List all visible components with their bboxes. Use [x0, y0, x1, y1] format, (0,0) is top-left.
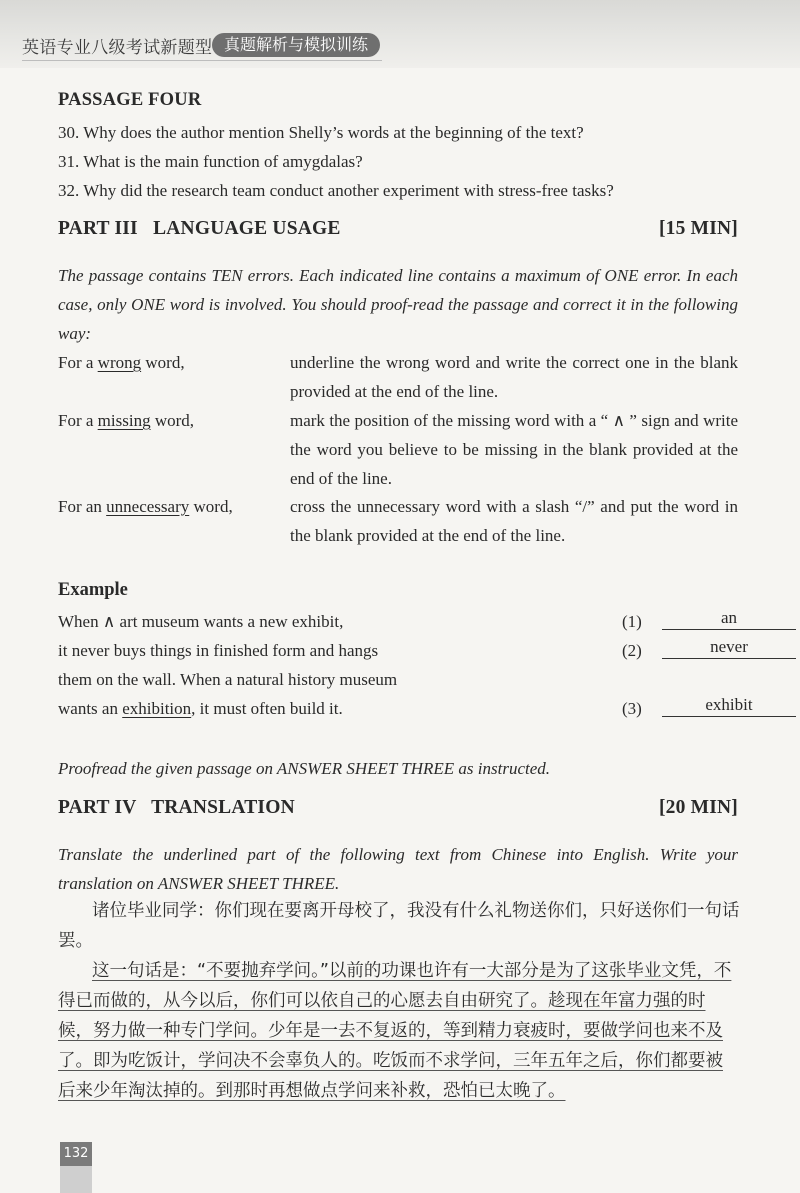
example-answer: exhibit: [662, 694, 796, 717]
rule-label-post: word,: [141, 353, 185, 372]
example-text-post: , it must often build it.: [191, 699, 343, 718]
page-edge-tab: [60, 1166, 92, 1193]
rule-label-post: word,: [150, 411, 195, 430]
example-answer: an: [662, 607, 796, 630]
rule-label-keyword: unnecessary: [106, 497, 190, 516]
example-title: Example: [58, 580, 128, 600]
chinese-paragraph-2: [58, 956, 740, 1106]
rule-text: underline the wrong word and write the correct one in the blank provided at the end of the line.: [290, 353, 738, 401]
part-4-heading: PART IV TRANSLATION: [58, 797, 295, 818]
header-divider: [22, 60, 382, 61]
passage-four-heading: PASSAGE FOUR: [58, 90, 202, 110]
example-line-3: [58, 665, 738, 694]
example-line-2: [58, 636, 748, 665]
rule-label-pre: For an: [58, 497, 107, 516]
question-31: 31. What is the main function of amygdalas?: [58, 152, 363, 171]
chinese-paragraph-1: 诸位毕业同学：你们现在要离开母校了，我没有什么礼物送你们，只好送你们一句话罢。: [58, 901, 740, 951]
page-number: 132: [60, 1142, 92, 1166]
example-number: (1): [622, 612, 642, 631]
example-text: them on the wall. When a natural history museum: [58, 670, 398, 689]
part-4-time: [20 MIN]: [658, 797, 738, 818]
proofread-instruction: Proofread the given passage on ANSWER SHEET THREE as instructed.: [58, 759, 551, 778]
example-text: [58, 699, 343, 718]
part-3-heading-row: [58, 218, 738, 240]
rule-text: cross the unnecessary word with a slash “/” and put the word in the blank provided at the end of the line.: [290, 497, 738, 545]
rule-label: [58, 492, 233, 521]
example-text-pre: wants an: [58, 699, 123, 718]
part-3-instruction: The passage contains TEN errors. Each indicated line contains a maximum of ONE error. In each case, only ONE word is involved. You should proof-read the passage and correct it in the following way:: [58, 266, 738, 343]
example-line-1: [58, 607, 738, 636]
question-30: 30. Why does the author mention Shelly’s words at the beginning of the text?: [58, 123, 584, 142]
rule-text: mark the position of the missing word with a “ ∧ ” sign and write the word you believe to be missing in the blank provided at the end of the line.: [290, 411, 738, 488]
rule-label-post: word,: [189, 497, 233, 516]
part-3-time: [15 MIN]: [658, 218, 738, 239]
rule-label: [58, 348, 185, 377]
rule-label-keyword: missing: [97, 411, 151, 430]
rule-label-pre: For a: [58, 411, 98, 430]
part-4-instruction: Translate the underlined part of the following text from Chinese into English. Write your translation on ANSWER SHEET THREE.: [58, 845, 738, 893]
example-line-4: [58, 694, 753, 723]
example-number: (3): [622, 699, 642, 718]
part-3-heading: PART III LANGUAGE USAGE: [58, 218, 341, 239]
question-32: 32. Why did the research team conduct another experiment with stress-free tasks?: [58, 181, 614, 200]
rule-label-pre: For a: [58, 353, 98, 372]
rule-label: [58, 406, 194, 435]
example-text: When ∧ art museum wants a new exhibit,: [58, 612, 344, 631]
example-text: it never buys things in finished form and hangs: [58, 641, 379, 660]
book-subtitle-badge: 真题解析与模拟训练: [212, 33, 380, 57]
underlined-translation-text: 这一句话是：“不要抛弃学问。”以前的功课也许有一大部分是为了这张毕业文凭，不得已而做的，从今以后，你们可以依自己的心愿去自由研究了。趁现在年富力强的时候，努力做一种专门学问。少年是一去不复返的，等到精力衰疲时，要做学问也来不及了。即为吃饭计，学问决不会辜负人的。吃饭而不求学问，三年五年之后，你们都要被后来少年淘汰掉的。到那时再想做点学问来补救，恐怕已太晚了。: [58, 961, 732, 1101]
example-number: (2): [622, 641, 642, 660]
rule-label-keyword: wrong: [97, 353, 142, 372]
part-4-heading-row: [58, 797, 738, 819]
example-underlined-word: exhibition: [122, 699, 192, 718]
example-answer: never: [662, 636, 796, 659]
book-title: 英语专业八级考试新题型: [22, 38, 213, 58]
